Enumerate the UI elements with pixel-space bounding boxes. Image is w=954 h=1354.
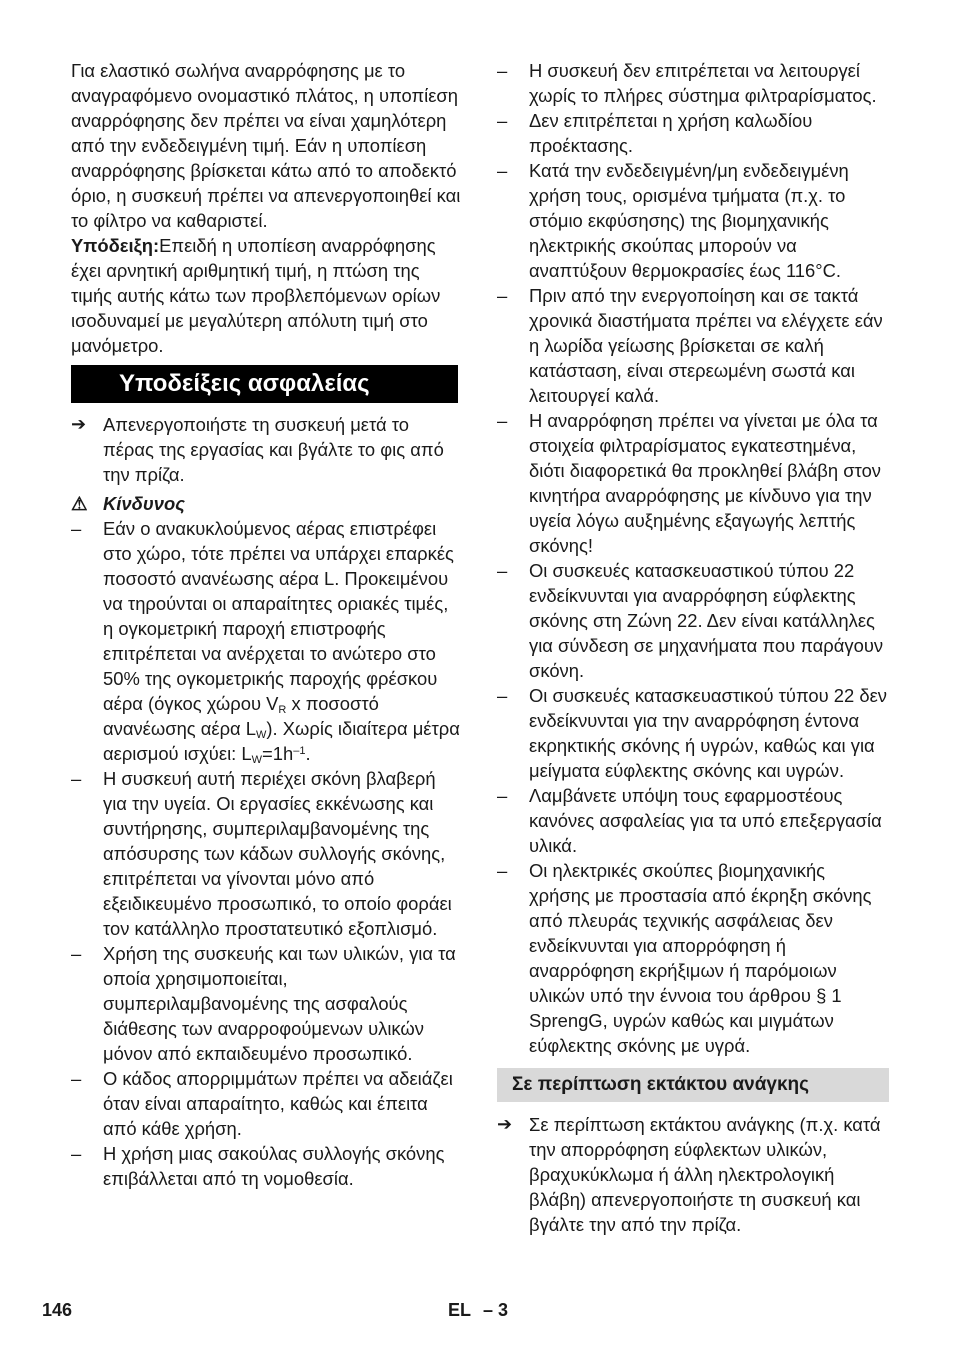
dash-marker: – bbox=[71, 1068, 82, 1089]
dash-item-text: Οι συσκευές κατασκευαστικού τύπου 22 δεν ενδείκνυνται για την αναρρόφηση έντονα εκρηκτικής σκόνης ή υγρών, καθώς και για μείγματα εύφλεκτης σκόνης και υγρών. bbox=[529, 685, 887, 781]
hint-label: Υπόδειξη: bbox=[71, 235, 160, 256]
air-text-2: x ποσοστό ανανέωσης αέρα L bbox=[103, 693, 379, 739]
right-column bbox=[497, 58, 889, 1237]
arrow-icon: ➔ bbox=[497, 1114, 513, 1134]
dash-marker: – bbox=[71, 518, 82, 539]
arrow-item-text: Σε περίπτωση εκτάκτου ανάγκης (π.χ. κατά την απορρόφηση εύφλεκτων υλικών, βραχυκύκλωμα ή άλλη ηλεκτρολογική βλάβη) απενεργοποιήστε τη συσκευή και βγάλτε την από την πρίζα. bbox=[529, 1114, 881, 1235]
dash-list-item bbox=[71, 766, 463, 941]
dash-item-text: Δεν επιτρέπεται η χρήση καλωδίου προέκτασης. bbox=[529, 110, 813, 156]
dash-item-text: Κατά την ενδεδειγμένη/μη ενδεδειγμένη χρήση τους, ορισμένα τμήματα (π.χ. το στόμιο εκφύσησης) της βιομηχανικής ηλεκτρικής σκούπας μπορούν να αναπτύξουν θερμοκρασίες έως 116°C. bbox=[529, 160, 849, 281]
warning-icon: ⚠ bbox=[71, 493, 88, 514]
arrow-icon: ➔ bbox=[71, 414, 87, 434]
dash-list-item bbox=[497, 858, 889, 1058]
dash-item-text: Η χρήση μιας σακούλας συλλογής σκόνης επιβάλλεται από τη νομοθεσία. bbox=[103, 1143, 445, 1189]
subscript-w: W bbox=[251, 754, 262, 766]
dash-item-text: Χρήση της συσκευής και των υλικών, για τα οποία χρησιμοποιείται, συμπεριλαμβανομένης της ασφαλούς διάθεσης των αναρροφούμενων υλικών μόνον από εκπαιδευμένο προσωπικό. bbox=[103, 943, 456, 1064]
dash-list-item bbox=[497, 58, 889, 108]
emergency-heading: Σε περίπτωση εκτάκτου ανάγκης bbox=[497, 1068, 889, 1102]
dash-list-item bbox=[497, 108, 889, 158]
dash-list-item-air bbox=[71, 516, 463, 766]
dash-item-text: Οι ηλεκτρικές σκούπες βιομηχανικής χρήσης με προστασία από έκρηξη σκόνης από πλευράς τεχνικής ασφάλειας δεν ενδείκνυνται για απορρόφηση ή αναρρόφηση εκρήξιμων ή παρόμοιων υλικών υπό την έννοια του άρθρου § 1 SprengG, υγρών καθώς και μιγμάτων εύφλεκτης σκόνης με υγρά. bbox=[529, 860, 872, 1056]
dash-item-text: Πριν από την ενεργοποίηση και σε τακτά χρονικά διαστήματα πρέπει να ελέγχετε εάν η λωρίδα γείωσης βρίσκεται σε καλή κατάσταση, είναι στερεωμένη σωστά και λειτουργεί καλά. bbox=[529, 285, 883, 406]
hint-paragraph bbox=[71, 233, 463, 358]
superscript: –1 bbox=[293, 745, 306, 757]
dash-list-item bbox=[71, 1141, 463, 1191]
danger-label bbox=[71, 491, 463, 516]
air-text-5: . bbox=[305, 743, 311, 764]
dash-marker: – bbox=[497, 860, 508, 881]
intro-paragraph: Για ελαστικό σωλήνα αναρρόφησης με το αναγραφόμενο ονομαστικό πλάτος, η υποπίεση αναρρόφησης δεν πρέπει να είναι χαμηλότερη από την ενδεδειγμένη τιμή. Εάν η υποπίεση αναρρόφησης βρίσκεται κάτω από το αποδεκτό όριο, η συσκευή πρέπει να απενεργοποιηθεί και το φίλτρο να καθαριστεί. bbox=[71, 60, 461, 231]
page-number: 146 bbox=[42, 1300, 73, 1320]
dash-marker: – bbox=[497, 160, 508, 181]
hint-text: Επειδή η υποπίεση αναρρόφησης έχει αρνητική αριθμητική τιμή, η πτώση της τιμής αυτής κάτω των προβλεπόμενων ορίων ισοδυναμεί με μεγαλύτερη απόλυτη τιμή στο μανόμετρο. bbox=[71, 235, 441, 356]
dash-item-text: Ο κάδος απορριμμάτων πρέπει να αδειάζει όταν είναι απαραίτητο, καθώς και έπειτα από κάθε χρήση. bbox=[103, 1068, 453, 1139]
safety-heading: Υποδείξεις ασφαλείας bbox=[71, 365, 458, 403]
dash-list-item bbox=[497, 683, 889, 783]
left-column bbox=[71, 58, 463, 1191]
dash-marker: – bbox=[497, 685, 508, 706]
danger-label-text: Κίνδυνος bbox=[103, 493, 185, 514]
dash-marker: – bbox=[497, 110, 508, 131]
dash-list-item bbox=[497, 408, 889, 558]
dash-marker: – bbox=[497, 60, 508, 81]
dash-marker: – bbox=[71, 1143, 82, 1164]
dash-marker: – bbox=[71, 768, 82, 789]
dash-item-text: Λαμβάνετε υπόψη τους εφαρμοστέους κανόνες ασφαλείας για τα υπό επεξεργασία υλικά. bbox=[529, 785, 882, 856]
dash-marker: – bbox=[497, 410, 508, 431]
arrow-item-text: Απενεργοποιήστε τη συσκευή μετά το πέρας της εργασίας και βγάλτε το φις από την πρίζα. bbox=[103, 414, 444, 485]
dash-list-item bbox=[497, 783, 889, 858]
dash-marker: – bbox=[497, 560, 508, 581]
dash-list-item bbox=[497, 558, 889, 683]
dash-marker: – bbox=[497, 785, 508, 806]
dash-list-item bbox=[71, 1066, 463, 1141]
dash-item-text: Η συσκευή δεν επιτρέπεται να λειτουργεί χωρίς το πλήρες σύστημα φιλτραρίσματος. bbox=[529, 60, 877, 106]
language-code: EL bbox=[448, 1300, 472, 1320]
dash-list-item bbox=[71, 941, 463, 1066]
dash-list-item bbox=[497, 158, 889, 283]
air-text-3: ). Χωρίς ιδιαίτερα μέτρα αερισμού ισχύει: L bbox=[103, 718, 460, 764]
dash-item-text: Η αναρρόφηση πρέπει να γίνεται με όλα τα στοιχεία φιλτραρίσματος εγκατεστημένα, διότι διαφορετικά θα προκληθεί βλάβη στον κινητήρα αναρρόφησης με κίνδυνο για την υγεία λόγω αυξημένης εξαγωγής λεπτής σκόνης! bbox=[529, 410, 881, 556]
air-text-4: =1h bbox=[262, 743, 294, 764]
dash-list-item bbox=[497, 283, 889, 408]
dash-marker: – bbox=[497, 285, 508, 306]
subscript-w: W bbox=[256, 729, 267, 741]
arrow-list-item bbox=[497, 1112, 889, 1237]
arrow-list-item bbox=[71, 412, 463, 487]
dash-marker: – bbox=[71, 943, 82, 964]
subscript-r: R bbox=[278, 704, 287, 716]
sub-page-number: – 3 bbox=[483, 1300, 509, 1320]
air-text-1: Εάν ο ανακυκλούμενος αέρας επιστρέφει στο χώρο, τότε πρέπει να υπάρχει επαρκές ποσοστό ανανέωσης αέρα L. Προκειμένου να τηρούνται οι απαραίτητες οριακές τιμές, η ογκομετρική παροχή επιστροφής επιτρέπεται να ανέρχεται το ανώτερο στο 50% της ογκομετρικής παροχής φρέσκου αέρα (όγκος χώρου V bbox=[103, 518, 454, 714]
dash-item-text: Η συσκευή αυτή περιέχει σκόνη βλαβερή για την υγεία. Οι εργασίες εκκένωσης και συντήρησης, συμπεριλαμβανομένης της απόσυρσης των κάδων συλλογής σκόνης, επιτρέπεται να γίνονται μόνο από εξειδικευμένο προσωπικό, το οποίο φοράει τον κατάλληλο προστατευτικό εξοπλισμό. bbox=[103, 768, 452, 939]
dash-item-text: Οι συσκευές κατασκευαστικού τύπου 22 ενδείκνυνται για αναρρόφηση εύφλεκτης σκόνης στη Ζώνη 22. Δεν είναι κατάλληλες για σύνδεση σε μηχανήματα που παράγουν σκόνη. bbox=[529, 560, 884, 681]
